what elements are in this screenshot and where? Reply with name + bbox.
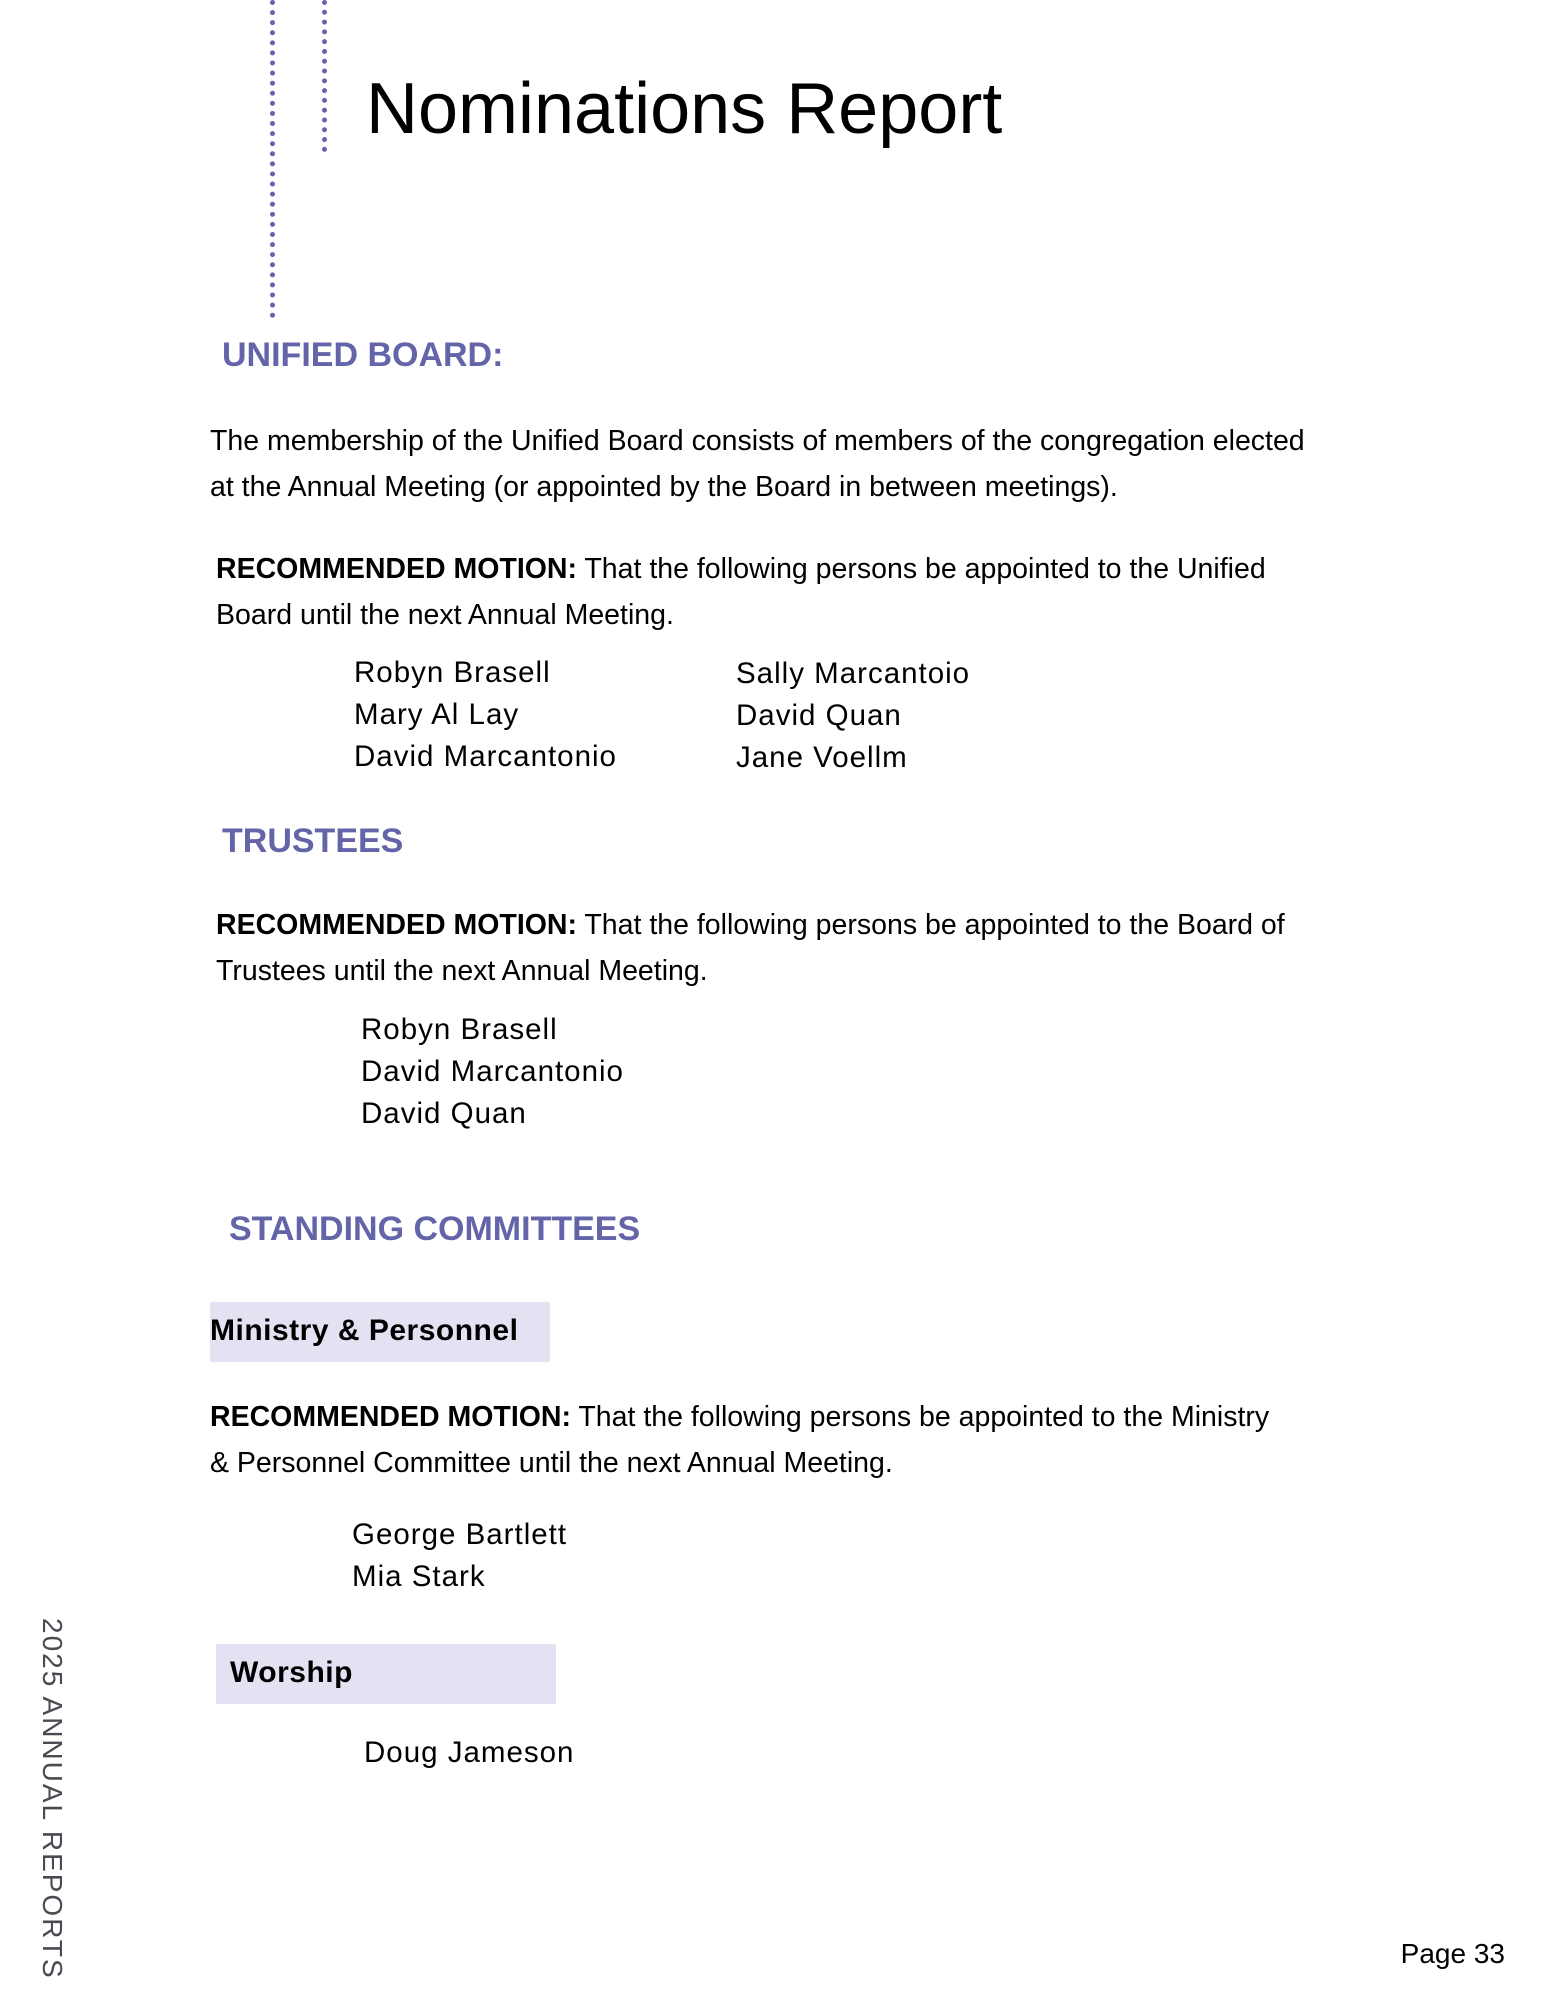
worship-names [364,1732,574,1774]
worship-label: Worship [230,1656,353,1689]
standing-committees-heading: STANDING COMMITTEES [229,1210,641,1248]
name-item: David Marcantonio [361,1055,624,1088]
trustees-heading: TRUSTEES [222,822,404,860]
name-item: David Marcantonio [354,740,617,773]
trustees-motion [216,902,1286,994]
name-item: George Bartlett [352,1518,568,1551]
trustees-names [361,1009,624,1135]
unified-board-heading: UNIFIED BOARD: [222,336,504,374]
name-item: David Quan [736,699,902,732]
name-item: David Quan [361,1097,527,1130]
name-item: Jane Voellm [736,741,908,774]
motion-text: That the following persons be appointed to the Unified Board until the next Annual Meeting. [216,553,1266,631]
ministry-personnel-label: Ministry & Personnel [210,1314,519,1347]
name-item: Robyn Brasell [361,1013,558,1046]
name-item: Doug Jameson [364,1736,575,1769]
motion-label: RECOMMENDED MOTION: [216,553,577,585]
page-title: Nominations Report [366,69,1003,149]
side-running-label: 2025 ANNUAL REPORTS [37,1618,68,1980]
worship-subheading [216,1644,556,1704]
name-item: Sally Marcantoio [736,657,971,690]
motion-text: That the following persons be appointed to the Board of Trustees until the next Annual Meeting. [216,909,1285,987]
page-number: Page 33 [1400,1938,1505,1969]
motion-label: RECOMMENDED MOTION: [216,909,577,941]
name-item: Robyn Brasell [354,656,551,689]
name-item: Mary Al Lay [354,698,520,731]
motion-text: That the following persons be appointed to the Ministry & Personnel Committee until the next Annual Meeting. [210,1401,1270,1479]
decorative-dotted-line-long [270,0,275,318]
ministry-personnel-subheading [210,1302,550,1362]
decorative-dotted-line-short [322,0,327,152]
ministry-motion [210,1394,1280,1486]
unified-board-motion [216,546,1286,638]
unified-board-description: The membership of the Unified Board consists of members of the congregation elected at the Annual Meeting (or appointed by the Board in between meetings). [210,425,1305,503]
ministry-names [352,1514,567,1598]
unified-board-names-col1 [354,652,617,778]
motion-label: RECOMMENDED MOTION: [210,1401,571,1433]
name-item: Mia Stark [352,1560,486,1593]
unified-board-names-col2 [736,653,970,779]
